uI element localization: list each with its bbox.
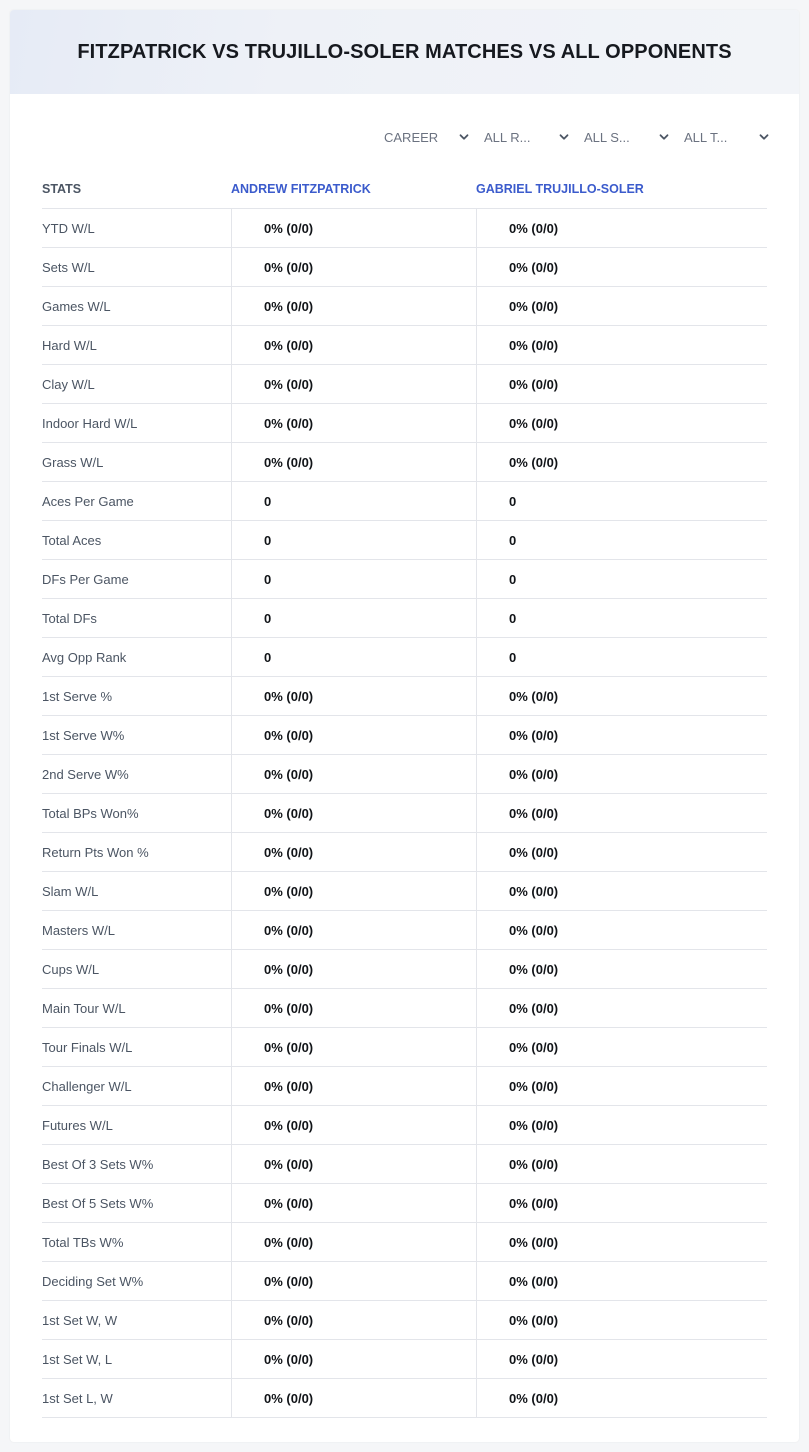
player2-stat-value: 0% (0/0) <box>476 1301 767 1339</box>
filter-tournaments-select[interactable] <box>682 126 770 148</box>
player2-stat-value: 0% (0/0) <box>476 248 767 286</box>
table-row <box>42 1028 767 1067</box>
table-row <box>42 1106 767 1145</box>
player2-stat-value: 0% (0/0) <box>476 404 767 442</box>
filter-bar <box>382 126 782 148</box>
stat-label: Sets W/L <box>42 259 95 275</box>
column-header-player1-link[interactable]: ANDREW FITZPATRICK <box>231 182 371 196</box>
player2-stat-value: 0% (0/0) <box>476 443 767 481</box>
player1-stat-value: 0 <box>231 482 476 520</box>
table-row <box>42 326 767 365</box>
stat-label: 1st Serve W% <box>42 727 125 743</box>
player2-stat-value: 0% (0/0) <box>476 755 767 793</box>
filter-tournaments-label: ALL T... <box>684 129 728 145</box>
player2-stat-value: 0% (0/0) <box>476 1379 767 1417</box>
stat-label: 1st Set W, W <box>42 1312 118 1328</box>
player1-stat-value: 0% (0/0) <box>231 326 476 364</box>
stat-label: Games W/L <box>42 298 111 314</box>
table-row <box>42 404 767 443</box>
player1-stat-value: 0% (0/0) <box>231 404 476 442</box>
player1-stat-value: 0% (0/0) <box>231 872 476 910</box>
table-row <box>42 872 767 911</box>
table-row <box>42 950 767 989</box>
stat-label: Best Of 5 Sets W% <box>42 1195 154 1211</box>
player2-stat-value: 0% (0/0) <box>476 209 767 247</box>
chevron-down-icon <box>658 131 670 143</box>
player2-stat-value: 0% (0/0) <box>476 989 767 1027</box>
stat-label: Total DFs <box>42 610 97 626</box>
player2-stat-value: 0% (0/0) <box>476 1106 767 1144</box>
player1-stat-value: 0% (0/0) <box>231 1223 476 1261</box>
player2-stat-value: 0 <box>476 599 767 637</box>
player2-stat-value: 0 <box>476 521 767 559</box>
player1-stat-value: 0% (0/0) <box>231 950 476 988</box>
table-row <box>42 248 767 287</box>
table-header <box>42 170 767 209</box>
player2-stat-value: 0% (0/0) <box>476 287 767 325</box>
table-row <box>42 1301 767 1340</box>
stat-label: Cups W/L <box>42 961 100 977</box>
player2-stat-value: 0% (0/0) <box>476 1028 767 1066</box>
stat-label: Deciding Set W% <box>42 1273 144 1289</box>
player1-stat-value: 0% (0/0) <box>231 1379 476 1417</box>
player2-stat-value: 0% (0/0) <box>476 872 767 910</box>
stat-label: Masters W/L <box>42 922 115 938</box>
stat-label: DFs Per Game <box>42 571 129 587</box>
chevron-down-icon <box>558 131 570 143</box>
table-row <box>42 1262 767 1301</box>
table-row <box>42 1067 767 1106</box>
table-row <box>42 755 767 794</box>
stat-label: 2nd Serve W% <box>42 766 129 782</box>
table-row <box>42 638 767 677</box>
table-row <box>42 1223 767 1262</box>
player1-stat-value: 0% (0/0) <box>231 209 476 247</box>
table-row <box>42 833 767 872</box>
player2-stat-value: 0% (0/0) <box>476 1145 767 1183</box>
stat-label: Slam W/L <box>42 883 99 899</box>
stats-table <box>42 170 767 1418</box>
player2-stat-value: 0% (0/0) <box>476 716 767 754</box>
player2-stat-value: 0% (0/0) <box>476 1262 767 1300</box>
column-header-stats: STATS <box>42 182 82 196</box>
player1-stat-value: 0% (0/0) <box>231 287 476 325</box>
table-row <box>42 443 767 482</box>
chevron-down-icon <box>458 131 470 143</box>
player1-stat-value: 0% (0/0) <box>231 1340 476 1378</box>
table-row <box>42 989 767 1028</box>
table-row <box>42 209 767 248</box>
stat-label: Avg Opp Rank <box>42 649 127 665</box>
stat-label: Clay W/L <box>42 376 95 392</box>
table-row <box>42 911 767 950</box>
table-row <box>42 1145 767 1184</box>
filter-surfaces-label: ALL S... <box>584 129 630 145</box>
stat-label: Challenger W/L <box>42 1078 132 1094</box>
player1-stat-value: 0% (0/0) <box>231 989 476 1027</box>
stat-label: Best Of 3 Sets W% <box>42 1156 154 1172</box>
stat-label: Tour Finals W/L <box>42 1039 133 1055</box>
player1-stat-value: 0% (0/0) <box>231 716 476 754</box>
player1-stat-value: 0% (0/0) <box>231 1106 476 1144</box>
stat-label: Futures W/L <box>42 1117 113 1133</box>
stat-label: Grass W/L <box>42 454 104 470</box>
player2-stat-value: 0% (0/0) <box>476 1067 767 1105</box>
player1-stat-value: 0% (0/0) <box>231 1262 476 1300</box>
table-row <box>42 794 767 833</box>
player2-stat-value: 0% (0/0) <box>476 677 767 715</box>
player2-stat-value: 0% (0/0) <box>476 1184 767 1222</box>
player1-stat-value: 0% (0/0) <box>231 248 476 286</box>
filter-rounds-label: ALL R... <box>484 129 531 145</box>
player2-stat-value: 0% (0/0) <box>476 911 767 949</box>
chevron-down-icon <box>758 131 770 143</box>
player1-stat-value: 0% (0/0) <box>231 833 476 871</box>
player2-stat-value: 0 <box>476 638 767 676</box>
table-row <box>42 716 767 755</box>
table-body <box>42 209 767 1418</box>
player2-stat-value: 0% (0/0) <box>476 833 767 871</box>
stat-label: Return Pts Won % <box>42 844 149 860</box>
player1-stat-value: 0% (0/0) <box>231 1184 476 1222</box>
page-title: FITZPATRICK VS TRUJILLO-SOLER MATCHES VS ALL OPPONENTS <box>77 40 732 63</box>
stats-card <box>10 10 799 1442</box>
player2-stat-value: 0 <box>476 482 767 520</box>
player1-stat-value: 0% (0/0) <box>231 1301 476 1339</box>
player1-stat-value: 0 <box>231 599 476 637</box>
player1-stat-value: 0% (0/0) <box>231 677 476 715</box>
stat-label: Total BPs Won% <box>42 805 139 821</box>
stat-label: YTD W/L <box>42 220 95 236</box>
table-row <box>42 599 767 638</box>
stat-label: Indoor Hard W/L <box>42 415 138 431</box>
stat-label: 1st Serve % <box>42 688 113 704</box>
filter-period-label: CAREER <box>384 129 439 145</box>
player1-stat-value: 0 <box>231 638 476 676</box>
player2-stat-value: 0% (0/0) <box>476 794 767 832</box>
table-row <box>42 287 767 326</box>
table-row <box>42 1379 767 1418</box>
player1-stat-value: 0% (0/0) <box>231 365 476 403</box>
table-row <box>42 560 767 599</box>
player2-stat-value: 0% (0/0) <box>476 1340 767 1378</box>
stat-label: Main Tour W/L <box>42 1000 126 1016</box>
player1-stat-value: 0% (0/0) <box>231 755 476 793</box>
player1-stat-value: 0% (0/0) <box>231 1028 476 1066</box>
stat-label: Aces Per Game <box>42 493 134 509</box>
table-row <box>42 365 767 404</box>
player2-stat-value: 0% (0/0) <box>476 365 767 403</box>
stat-label: Total TBs W% <box>42 1234 124 1250</box>
player2-stat-value: 0% (0/0) <box>476 326 767 364</box>
stat-label: 1st Set W, L <box>42 1351 113 1367</box>
player1-stat-value: 0% (0/0) <box>231 911 476 949</box>
table-row <box>42 521 767 560</box>
table-row <box>42 1184 767 1223</box>
filter-surfaces-select[interactable] <box>582 126 670 148</box>
player1-stat-value: 0 <box>231 521 476 559</box>
player2-stat-value: 0 <box>476 560 767 598</box>
player2-stat-value: 0% (0/0) <box>476 950 767 988</box>
player2-stat-value: 0% (0/0) <box>476 1223 767 1261</box>
table-row <box>42 1340 767 1379</box>
table-row <box>42 677 767 716</box>
player1-stat-value: 0% (0/0) <box>231 1145 476 1183</box>
stat-label: Total Aces <box>42 532 102 548</box>
card-header <box>10 10 799 94</box>
player1-stat-value: 0% (0/0) <box>231 1067 476 1105</box>
player1-stat-value: 0 <box>231 560 476 598</box>
filter-period-select[interactable] <box>382 126 470 148</box>
stat-label: 1st Set L, W <box>42 1390 113 1406</box>
player1-stat-value: 0% (0/0) <box>231 443 476 481</box>
player1-stat-value: 0% (0/0) <box>231 794 476 832</box>
table-row <box>42 482 767 521</box>
stat-label: Hard W/L <box>42 337 97 353</box>
column-header-player2-link[interactable]: GABRIEL TRUJILLO-SOLER <box>476 182 644 196</box>
filter-rounds-select[interactable] <box>482 126 570 148</box>
